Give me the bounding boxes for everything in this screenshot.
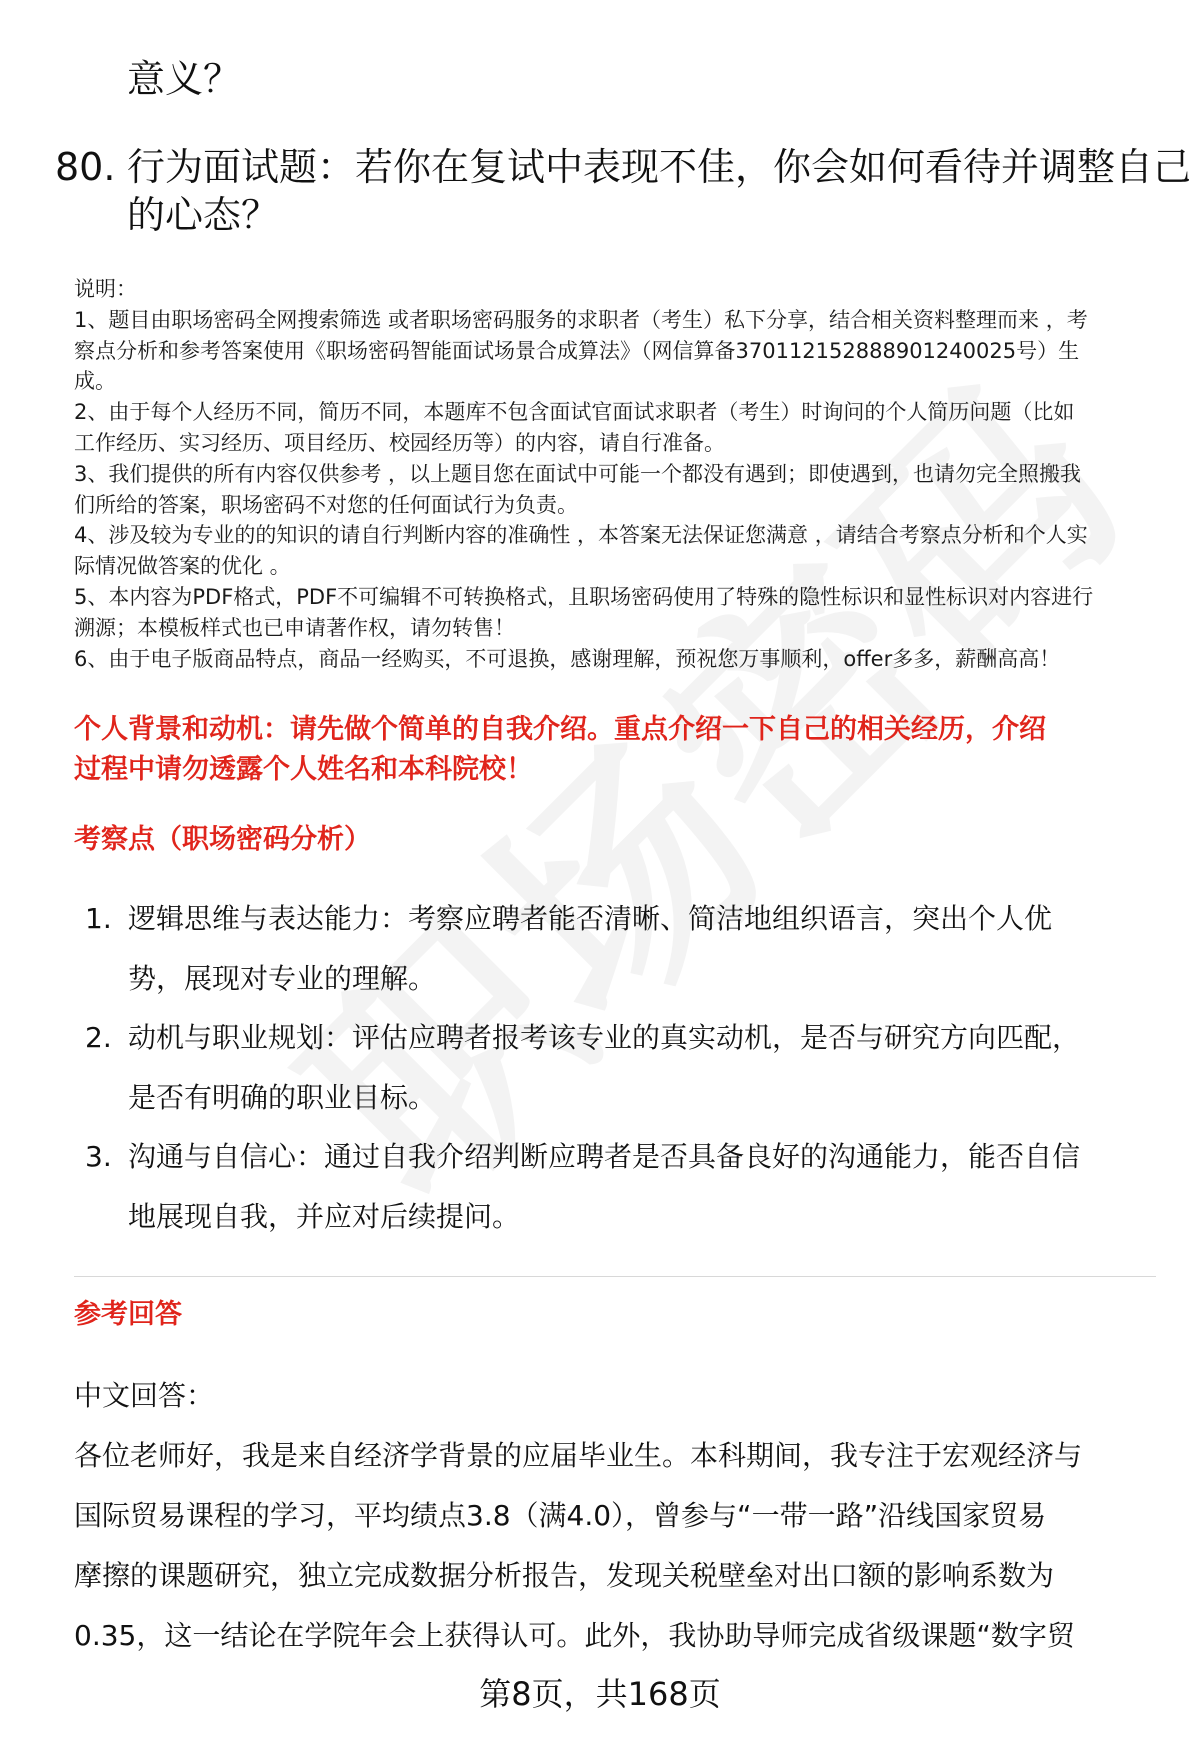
notes-line: 溯源；本模板样式也已申请著作权，请勿转售！ [74, 615, 515, 640]
page-footer: 第8页，共168页 [479, 1675, 721, 1713]
notes-line: 察点分析和参考答案使用《职场密码智能面试场景合成算法》（网信算备370112152888901240025号）生 [74, 338, 1080, 363]
point-number: 2. [85, 1021, 112, 1054]
point-line: 势，展现对专业的理解。 [128, 962, 437, 995]
point-line: 动机与职业规划：评估应聘者报考该专业的真实动机，是否与研究方向匹配， [128, 1021, 1081, 1054]
analysis-heading: 考察点（职场密码分析） [74, 824, 371, 855]
section-title-line-1: 个人背景和动机：请先做个简单的自我介绍。重点介绍一下自己的相关经历，介绍 [74, 714, 1046, 745]
notes-line: 1、题目由职场密码全网搜索筛选 或者职场密码服务的求职者（考生）私下分享，结合相关资料整理而来 ，考 [74, 307, 1088, 332]
notes-line: 工作经历、实习经历、项目经历、校园经历等）的内容，请自行准备。 [74, 430, 725, 455]
notes-line: 说明： [74, 277, 137, 301]
section-title-line-2: 过程中请勿透露个人姓名和本科院校！ [74, 754, 533, 785]
notes-line: 成。 [74, 369, 116, 394]
notes-line: 们所给的答案，职场密码不对您的任何面试行为负责。 [74, 492, 578, 517]
point-line: 地展现自我，并应对后续提问。 [128, 1200, 521, 1233]
notes-block [74, 274, 1164, 674]
point-line: 是否有明确的职业目标。 [128, 1081, 437, 1114]
answer-line: 摩擦的课题研究，独立完成数据分析报告，发现关税壁垒对出口额的影响系数为 [74, 1559, 1055, 1592]
answer-label: 中文回答： [74, 1379, 215, 1412]
point-line: 沟通与自信心：通过自我介绍判断应聘者是否具备良好的沟通能力，能否自信 [128, 1140, 1081, 1173]
notes-line: 4、涉及较为专业的的知识的请自行判断内容的准确性 ，本答案无法保证您满意 ，请结合考察点分析和个人实 [74, 523, 1088, 548]
previous-question-tail: 意义？ [127, 57, 242, 101]
question-line-2: 的心态？ [127, 193, 280, 237]
question-number: 80. [55, 145, 116, 189]
reference-heading: 参考回答 [74, 1299, 182, 1330]
notes-line: 2、由于每个人经历不同，简历不同，本题库不包含面试官面试求职者（考生）时询问的个人简历问题（比如 [74, 400, 1075, 425]
point-number: 3. [85, 1140, 112, 1173]
question-line-1: 行为面试题：若你在复试中表现不佳，你会如何看待并调整自己 [127, 145, 1192, 189]
point-line: 逻辑思维与表达能力：考察应聘者能否清晰、简洁地组织语言，突出个人优 [128, 902, 1053, 935]
answer-line: 0.35，这一结论在学院年会上获得认可。此外，我协助导师完成省级课题“数字贸 [74, 1619, 1075, 1652]
answer-line: 各位老师好，我是来自经济学背景的应届毕业生。本科期间，我专注于宏观经济与 [74, 1439, 1083, 1472]
notes-line: 际情况做答案的优化 。 [74, 554, 291, 579]
notes-line: 6、由于电子版商品特点，商品一经购买，不可退换，感谢理解，预祝您万事顺利，offer多多，薪酬高高！ [74, 646, 1061, 671]
notes-line: 3、我们提供的所有内容仅供参考 ，以上题目您在面试中可能一个都没有遇到；即使遇到，也请勿完全照搬我 [74, 461, 1082, 486]
point-number: 1. [85, 902, 112, 935]
divider [74, 1276, 1156, 1277]
answer-line: 国际贸易课程的学习，平均绩点3.8（满4.0），曾参与“一带一路”沿线国家贸易 [74, 1499, 1047, 1532]
notes-line: 5、本内容为PDF格式，PDF不可编辑不可转换格式，且职场密码使用了特殊的隐性标识和显性标识对内容进行 [74, 584, 1094, 609]
